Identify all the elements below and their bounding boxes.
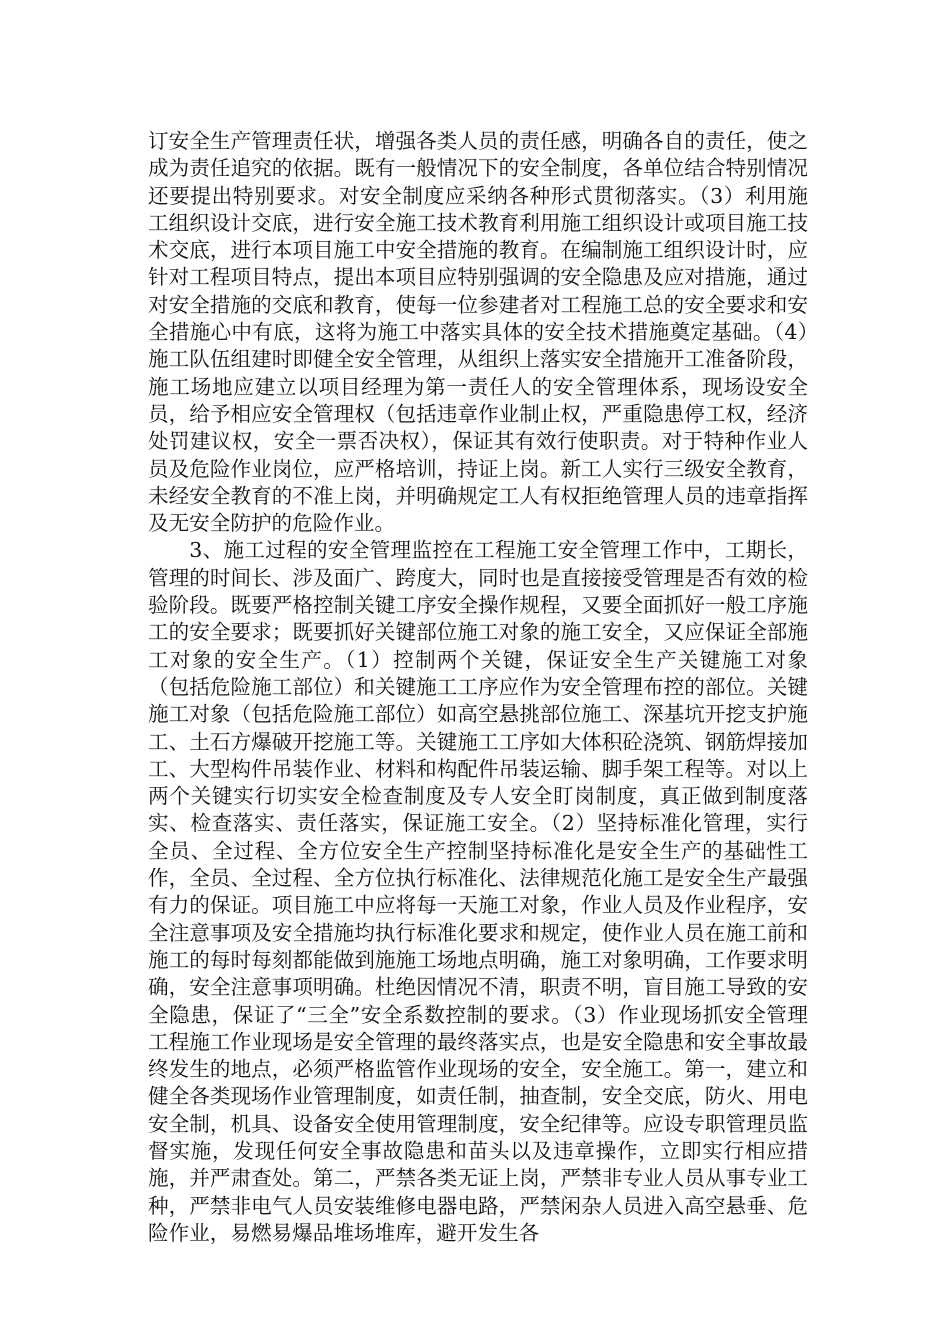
body-text: [148, 128, 808, 1247]
paragraph-2: 3、施工过程的安全管理监控在工程施工安全管理工作中，工期长，管理的时间长、涉及面广、跨度大，同时也是直接接受管理是否有效的检验阶段。既要严格控制关键工序安全操作规程，又要全面抓好一般工序施工的安全要求；既要抓好关键部位施工对象的施工安全，又应保证全部施工对象的安全生产。（1）控制两个关键，保证安全生产关键施工对象（包括危险施工部位）和关键施工工序应作为安全管理布控的部位。关键施工对象（包括危险施工部位）如高空悬挑部位施工、深基坑开挖支护施工、土石方爆破开挖施工等。关键施工工序如大体积砼浇筑、钢筋焊接加工、大型构件吊装作业、材料和构配件吊装运输、脚手架工程等。对以上两个关键实行切实安全检查制度及专人安全盯岗制度，真正做到制度落实、检查落实、责任落实，保证施工安全。（2）坚持标准化管理，实行全员、全过程、全方位安全生产控制坚持标准化是安全生产的基础性工作，全员、全过程、全方位执行标准化、法律规范化施工是安全生产最强有力的保证。项目施工中应将每一天施工对象，作业人员及作业程序，安全注意事项及安全措施均执行标准化要求和规定，使作业人员在施工前和施工的每时每刻都能做到施施工场地点明确，施工对象明确，工作要求明确，安全注意事项明确。杜绝因情况不清，职责不明，盲目施工导致的安全隐患，保证了“三全”安全系数控制的要求。（3）作业现场抓安全管理 工程施工作业现场是安全管理的最终落实点，也是安全隐患和安全事故最终发生的地点，必须严格监管作业现场的安全，安全施工。第一，建立和健全各类现场作业管理制度，如责任制，抽查制，安全交底，防火、用电安全制，机具、设备安全使用管理制度，安全纪律等。应设专职管理员监督实施，发现任何安全事故隐患和苗头以及违章操作，立即实行相应措施，并严肃查处。第二，严禁各类无证上岗，严禁非专业人员从事专业工种，严禁非电气人员安装维修电器电路，严禁闲杂人员进入高空悬垂、危险作业，易燃易爆品堆场堆库，避开发生各: [148, 538, 808, 1245]
paragraph-1: 订安全生产管理责任状，增强各类人员的责任感，明确各自的责任，使之成为责任追究的依据。既有一般情况下的安全制度，各单位结合特别情况还要提出特别要求。对安全制度应采纳各种形式贯彻落实。（3）利用施工组织设计交底，进行安全施工技术教育利用施工组织设计或项目施工技术交底，进行本项目施工中安全措施的教育。在编制施工组织设计时，应针对工程项目特点，提出本项目应特别强调的安全隐患及应对措施，通过对安全措施的交底和教育，使每一位参建者对工程施工总的安全要求和安全措施心中有底，这将为施工中落实具体的安全技术措施奠定基础。（4）施工队伍组建时即健全安全管理，从组织上落实安全措施开工准备阶段，施工场地应建立以项目经理为第一责任人的安全管理体系，现场设安全员，给予相应安全管理权（包括违章作业制止权，严重隐患停工权，经济处罚建议权，安全一票否决权），保证其有效行使职责。对于特种作业人员及危险作业岗位，应严格培训，持证上岗。新工人实行三级安全教育，未经安全教育的不准上岗，并明确规定工人有权拒绝管理人员的违章指挥及无安全防护的危险作业。: [148, 129, 808, 536]
